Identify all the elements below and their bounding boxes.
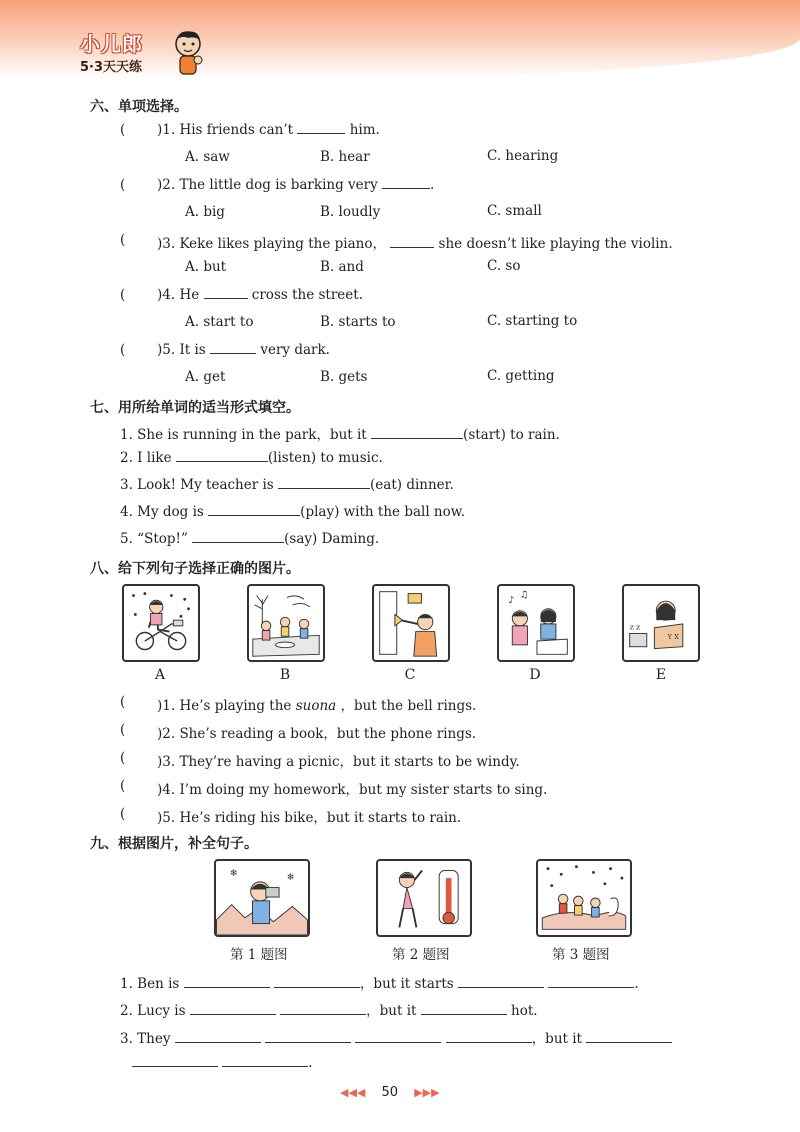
- answer-blank[interactable]: [586, 1031, 672, 1043]
- question-stem: )3. Keke likes playing the piano， she doesn’t like playing the violin.: [157, 236, 673, 252]
- next-arrows-icon: ▶▶▶: [414, 1086, 440, 1099]
- picture-2-caption: 第 2 题图: [392, 947, 450, 963]
- option-c[interactable]: C. getting: [487, 368, 555, 384]
- question-stem: )4. He cross the street.: [157, 287, 363, 303]
- answer-blank[interactable]: [222, 1055, 308, 1067]
- fill-item-2: 2. I like (listen) to music.: [120, 450, 383, 466]
- picture-3-caption: 第 3 题图: [552, 947, 610, 963]
- answer-blank[interactable]: [390, 236, 434, 248]
- option-a[interactable]: A. start to: [185, 314, 254, 330]
- complete-sentence-3: 3. They ，but it: [120, 1027, 672, 1047]
- answer-blank[interactable]: [175, 1031, 261, 1043]
- option-c[interactable]: C. so: [487, 258, 521, 274]
- answer-blank[interactable]: [132, 1055, 218, 1067]
- page-footer: [340, 1085, 470, 1105]
- match-sentence-2: )2. She’s reading a book，but the phone rings.: [157, 726, 477, 742]
- answer-paren[interactable]: (: [120, 778, 126, 794]
- answer-blank[interactable]: [280, 1003, 366, 1015]
- answer-blank[interactable]: [176, 450, 268, 462]
- option-b[interactable]: B. loudly: [320, 204, 381, 220]
- answer-paren[interactable]: (: [120, 342, 126, 358]
- picture-label-d: D: [529, 667, 541, 683]
- brand-name: 小儿郎: [80, 32, 143, 56]
- section7-title: 七、用所给单词的适当形式填空。: [90, 400, 300, 416]
- answer-blank[interactable]: [371, 427, 463, 439]
- picture-2-lucy-hot-thermometer: [376, 859, 472, 937]
- answer-blank[interactable]: [458, 976, 544, 988]
- option-b[interactable]: B. hear: [320, 149, 370, 165]
- section8-title: 八、给下列句子选择正确的图片。: [90, 561, 300, 577]
- match-sentence-5: )5. He’s riding his bike，but it starts to rain.: [157, 810, 462, 826]
- answer-paren[interactable]: (: [120, 232, 126, 248]
- picture-c-playing-suona-bell: [372, 584, 450, 662]
- answer-blank[interactable]: [548, 976, 634, 988]
- option-a[interactable]: A. big: [185, 204, 225, 220]
- answer-blank[interactable]: [204, 287, 248, 299]
- answer-blank[interactable]: [192, 531, 284, 543]
- svg-text:❄: ❄: [286, 871, 295, 883]
- answer-blank[interactable]: [274, 976, 360, 988]
- answer-blank[interactable]: [184, 976, 270, 988]
- complete-sentence-2: 2. Lucy is ，but it hot.: [120, 1003, 538, 1019]
- picture-b-picnic-windy: [247, 584, 325, 662]
- answer-blank[interactable]: [297, 122, 345, 134]
- answer-blank[interactable]: [190, 1003, 276, 1015]
- match-sentence-1: )1. He’s playing the suona ，but the bell rings.: [157, 698, 477, 714]
- section6-title: 六、单项选择。: [90, 99, 188, 115]
- previous-arrows-icon: ◀◀◀: [340, 1086, 366, 1099]
- match-sentence-3: )3. They’re having a picnic，but it starts to be windy.: [157, 754, 520, 770]
- option-b[interactable]: B. starts to: [320, 314, 396, 330]
- option-c[interactable]: C. hearing: [487, 148, 559, 164]
- answer-paren[interactable]: (: [120, 806, 126, 822]
- fill-item-5: 5. “Stop!” (say) Daming.: [120, 531, 380, 547]
- section9-title: 九、根据图片，补全句子。: [90, 836, 258, 852]
- picture-e-reading-phone-rings: [622, 584, 700, 662]
- picture-3-kids-in-snow: [536, 859, 632, 937]
- option-c[interactable]: C. starting to: [487, 313, 578, 329]
- fill-item-1: 1. She is running in the park，but it (start) to rain.: [120, 427, 560, 443]
- svg-text:z z: z z: [629, 622, 641, 632]
- option-a[interactable]: A. but: [185, 259, 227, 275]
- option-a[interactable]: A. saw: [185, 149, 230, 165]
- answer-paren[interactable]: (: [120, 694, 126, 710]
- option-b[interactable]: B. and: [320, 259, 364, 275]
- fill-item-4: 4. My dog is (play) with the ball now.: [120, 504, 465, 520]
- picture-d-homework-singing: [497, 584, 575, 662]
- answer-blank[interactable]: [382, 177, 430, 189]
- match-sentence-4: )4. I’m doing my homework，but my sister starts to sing.: [157, 782, 548, 798]
- option-a[interactable]: A. get: [185, 369, 226, 385]
- answer-paren[interactable]: (: [120, 722, 126, 738]
- question-stem: )2. The little dog is barking very .: [157, 177, 435, 193]
- answer-blank[interactable]: [355, 1031, 441, 1043]
- answer-paren[interactable]: (: [120, 287, 126, 303]
- answer-paren[interactable]: (: [120, 177, 126, 193]
- answer-blank[interactable]: [446, 1031, 532, 1043]
- answer-paren[interactable]: (: [120, 122, 126, 138]
- svg-text:❄: ❄: [229, 868, 238, 880]
- answer-blank[interactable]: [265, 1031, 351, 1043]
- svg-text:♫: ♫: [519, 589, 529, 601]
- answer-blank[interactable]: [210, 342, 256, 354]
- picture-a-riding-bike-rain: [122, 584, 200, 662]
- picture-label-e: E: [655, 667, 667, 683]
- picture-1-caption: 第 1 题图: [230, 947, 288, 963]
- picture-label-a: A: [154, 667, 166, 683]
- picture-label-c: C: [404, 667, 416, 683]
- option-b[interactable]: B. gets: [320, 369, 368, 385]
- question-stem: )5. It is very dark.: [157, 342, 330, 358]
- fill-item-3: 3. Look! My teacher is (eat) dinner.: [120, 477, 454, 493]
- picture-1-ben-taking-photos: [214, 859, 310, 937]
- page-number: 50: [381, 1085, 399, 1100]
- mascot-icon: [168, 28, 208, 78]
- brand-logo: [80, 28, 210, 78]
- answer-paren[interactable]: (: [120, 750, 126, 766]
- answer-blank[interactable]: [208, 504, 300, 516]
- complete-sentence-3-continued: .: [132, 1055, 313, 1071]
- question-stem: )1. His friends can’t him.: [157, 122, 380, 138]
- svg-text:♪: ♪: [508, 595, 515, 607]
- svg-text:Y X: Y X: [667, 633, 679, 642]
- answer-blank[interactable]: [421, 1003, 507, 1015]
- picture-label-b: B: [279, 667, 291, 683]
- option-c[interactable]: C. small: [487, 203, 542, 219]
- answer-blank[interactable]: [278, 477, 370, 489]
- series-name: 5·3天天练: [80, 60, 143, 75]
- complete-sentence-1: 1. Ben is ，but it starts .: [120, 976, 639, 992]
